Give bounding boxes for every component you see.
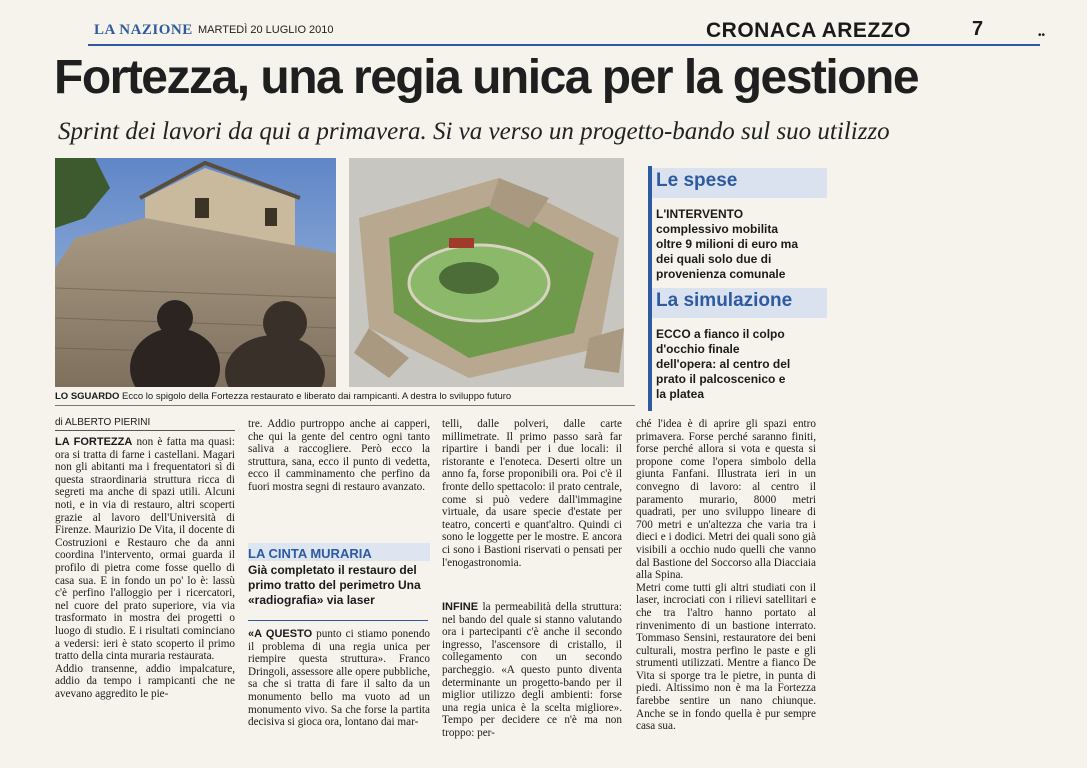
column-3-lead: INFINE xyxy=(442,601,479,613)
article-column-4 xyxy=(636,418,816,762)
fortress-render-image xyxy=(349,158,624,387)
column-2-text: tre. Addio purtroppo anche ai capperi, che qui la gente del centro ogni tanto saliva a raccogliere. Però ecco la struttura, sana, ecco il punto di vedetta, ecco il camminamento che perfino da fuori mostra segni di restauro avanzato. xyxy=(248,418,430,493)
cinta-muraria-subtitle: Già completato il restauro del primo tratto del perimetro Una «radiografia» via laser xyxy=(248,563,421,607)
article-column-2 xyxy=(248,418,430,540)
column-3-text: telli, dalle polveri, dalle carte millimetrate. Il primo passo sarà far ripartire i bandi per i due locali: il ristorante e l'enoteca. Deserti oltre un anno fa, forse proponibili ora. Poi c'è il fronte dello spettacolo: il prato centrale, come si può vedere dall'immagine virtuale, da usare specie d'estate per teatro, concerti e quant'altro. Quindi ci sono le loggette per le mostre. E ancora ci sono i Bastioni riservati o pensati per l'enogastronomia. xyxy=(442,418,622,569)
article-column-3 xyxy=(442,418,622,596)
column-2-lead: «A QUESTO xyxy=(248,628,313,640)
spese-text: L'INTERVENTO complessivo mobilita oltre 9 milioni di euro ma dei quali solo due di provenienza comunale xyxy=(656,207,799,281)
corner-dots: •• xyxy=(1038,30,1046,41)
article-column-3b xyxy=(442,601,622,762)
simulazione-text: ECCO a fianco il colpo d'occhio finale dell'opera: al centro del prato il palcoscenico e la platea xyxy=(656,327,791,401)
caption-label: LO SGUARDO xyxy=(55,391,120,402)
byline: di ALBERTO PIERINI xyxy=(55,417,151,428)
article-column-2b xyxy=(248,628,430,762)
article-column-1 xyxy=(55,436,235,762)
header-rule xyxy=(88,44,1040,46)
cinta-muraria-title: LA CINTA MURARIA xyxy=(248,546,372,561)
photo-caption xyxy=(55,391,635,402)
newspaper-name: LA NAZIONE xyxy=(94,22,193,38)
column-4-text: ché l'idea è di aprire gli spazi entro primavera. Forse perché saranno finiti, forse perché allora si vota e questa si propone come l'opera simbolo della giunta Fanfani. Illustrata ieri in un convegno di lavoro: al centro il paramento murario, 8000 metri quadrati, per uno sviluppo lineare di 700 metri e un'altezza che varia tra i dieci e i dodici. Metri dei quali sono già visibili a occhio nudo quelli che vanno dal Bastione del Soccorso alla Diacciaia alla Spina. xyxy=(636,418,816,582)
column-3-text-b: la permeabilità della struttura: nel bando del quale si stanno valutando ora i partecipanti c'è anche il secondo ingresso, l'ascensore di cristallo, il collegamento con un secondo parcheggio. «A questo punto diventa determinante un progetto-bando per il miglior utilizzo degli ambienti: forse una regia unica è la scelta migliore». Tempo per decidere ce n'è ma non troppo: per- xyxy=(442,601,622,739)
section-title: CRONACA AREZZO xyxy=(706,19,911,42)
column-2-text-b: punto ci stiamo ponendo il problema di una regia unica per riempire questa struttura». Franco Dringoli, assessore alle opere pubbliche, sa che si tratta di fare il salto da un monumento bello ma vuoto ad un monumento vivo. Sa che forse la partita decisiva si gioca ora, lontano dai mar- xyxy=(248,628,430,729)
subheadline: Sprint dei lavori da qui a primavera. Si va verso un progetto-bando sul suo utilizzo xyxy=(58,118,890,145)
column-1-text-b: Addio transenne, addio impalcature, addio da tempo i rampicanti che ne avevano aggredito le pie- xyxy=(55,662,235,700)
fortress-wall-photo xyxy=(55,158,336,387)
page-header xyxy=(88,16,1050,46)
caption-rule xyxy=(55,405,635,406)
spese-title: Le spese xyxy=(656,170,738,191)
simulazione-title: La simulazione xyxy=(656,290,793,311)
headline: Fortezza, una regia unica per la gestione xyxy=(54,51,919,104)
page-number: 7 xyxy=(972,18,984,40)
byline-rule xyxy=(55,430,235,431)
column-4-text-b: Metri come tutti gli altri studiati con il laser, incrociati con i rilievi satellitari e che tra l'altro hanno portato al rinvenimento di un bastione interrato. Tommaso Sensini, restauratore dei beni culturali, mostra perfino le paste e gli strumenti utilizzati. Mentre a fianco De Vita si sporge tra le pietre, in punta di piedi. Altissimo non è ma la Fortezza farebbe sentire un nano chiunque. Anche se in fondo quella è pur sempre casa sua. xyxy=(636,581,816,733)
column-1-lead: LA FORTEZZA xyxy=(55,436,133,448)
issue-date: MARTEDÌ 20 LUGLIO 2010 xyxy=(198,24,334,36)
column-1-text: non è fatta ma quasi: ora si tratta di farne i castellani. Magari non gli abitanti ma i frequentatori sì di questa straordinaria struttura ricca di segreti ma anche di spazi utili. Alcuni noti, e in via di restauro, altri scoperti grazie al lavoro dell'Università di Firenze. Maurizio De Vita, il docente di Costruzioni e Restauro che da anni coordina l'intervento, ormai guarda il profilo di pietra come fosse quello di casa sua. E in fondo un po' lo è: lassù c'è perfino l'alloggio per i ricercatori, nel cuore del prato superiore, via via trasformato in mostra dei progetti o luogo di studio. E i risultati cominciano a vedersi: ieri è stato scoperto il primo tratto della cinta muraria restaurata. xyxy=(55,436,235,663)
caption-text: Ecco lo spigolo della Fortezza restaurato e liberato dai rampicanti. A destra lo sviluppo futuro xyxy=(122,391,512,402)
cinta-muraria-rule xyxy=(248,620,428,621)
